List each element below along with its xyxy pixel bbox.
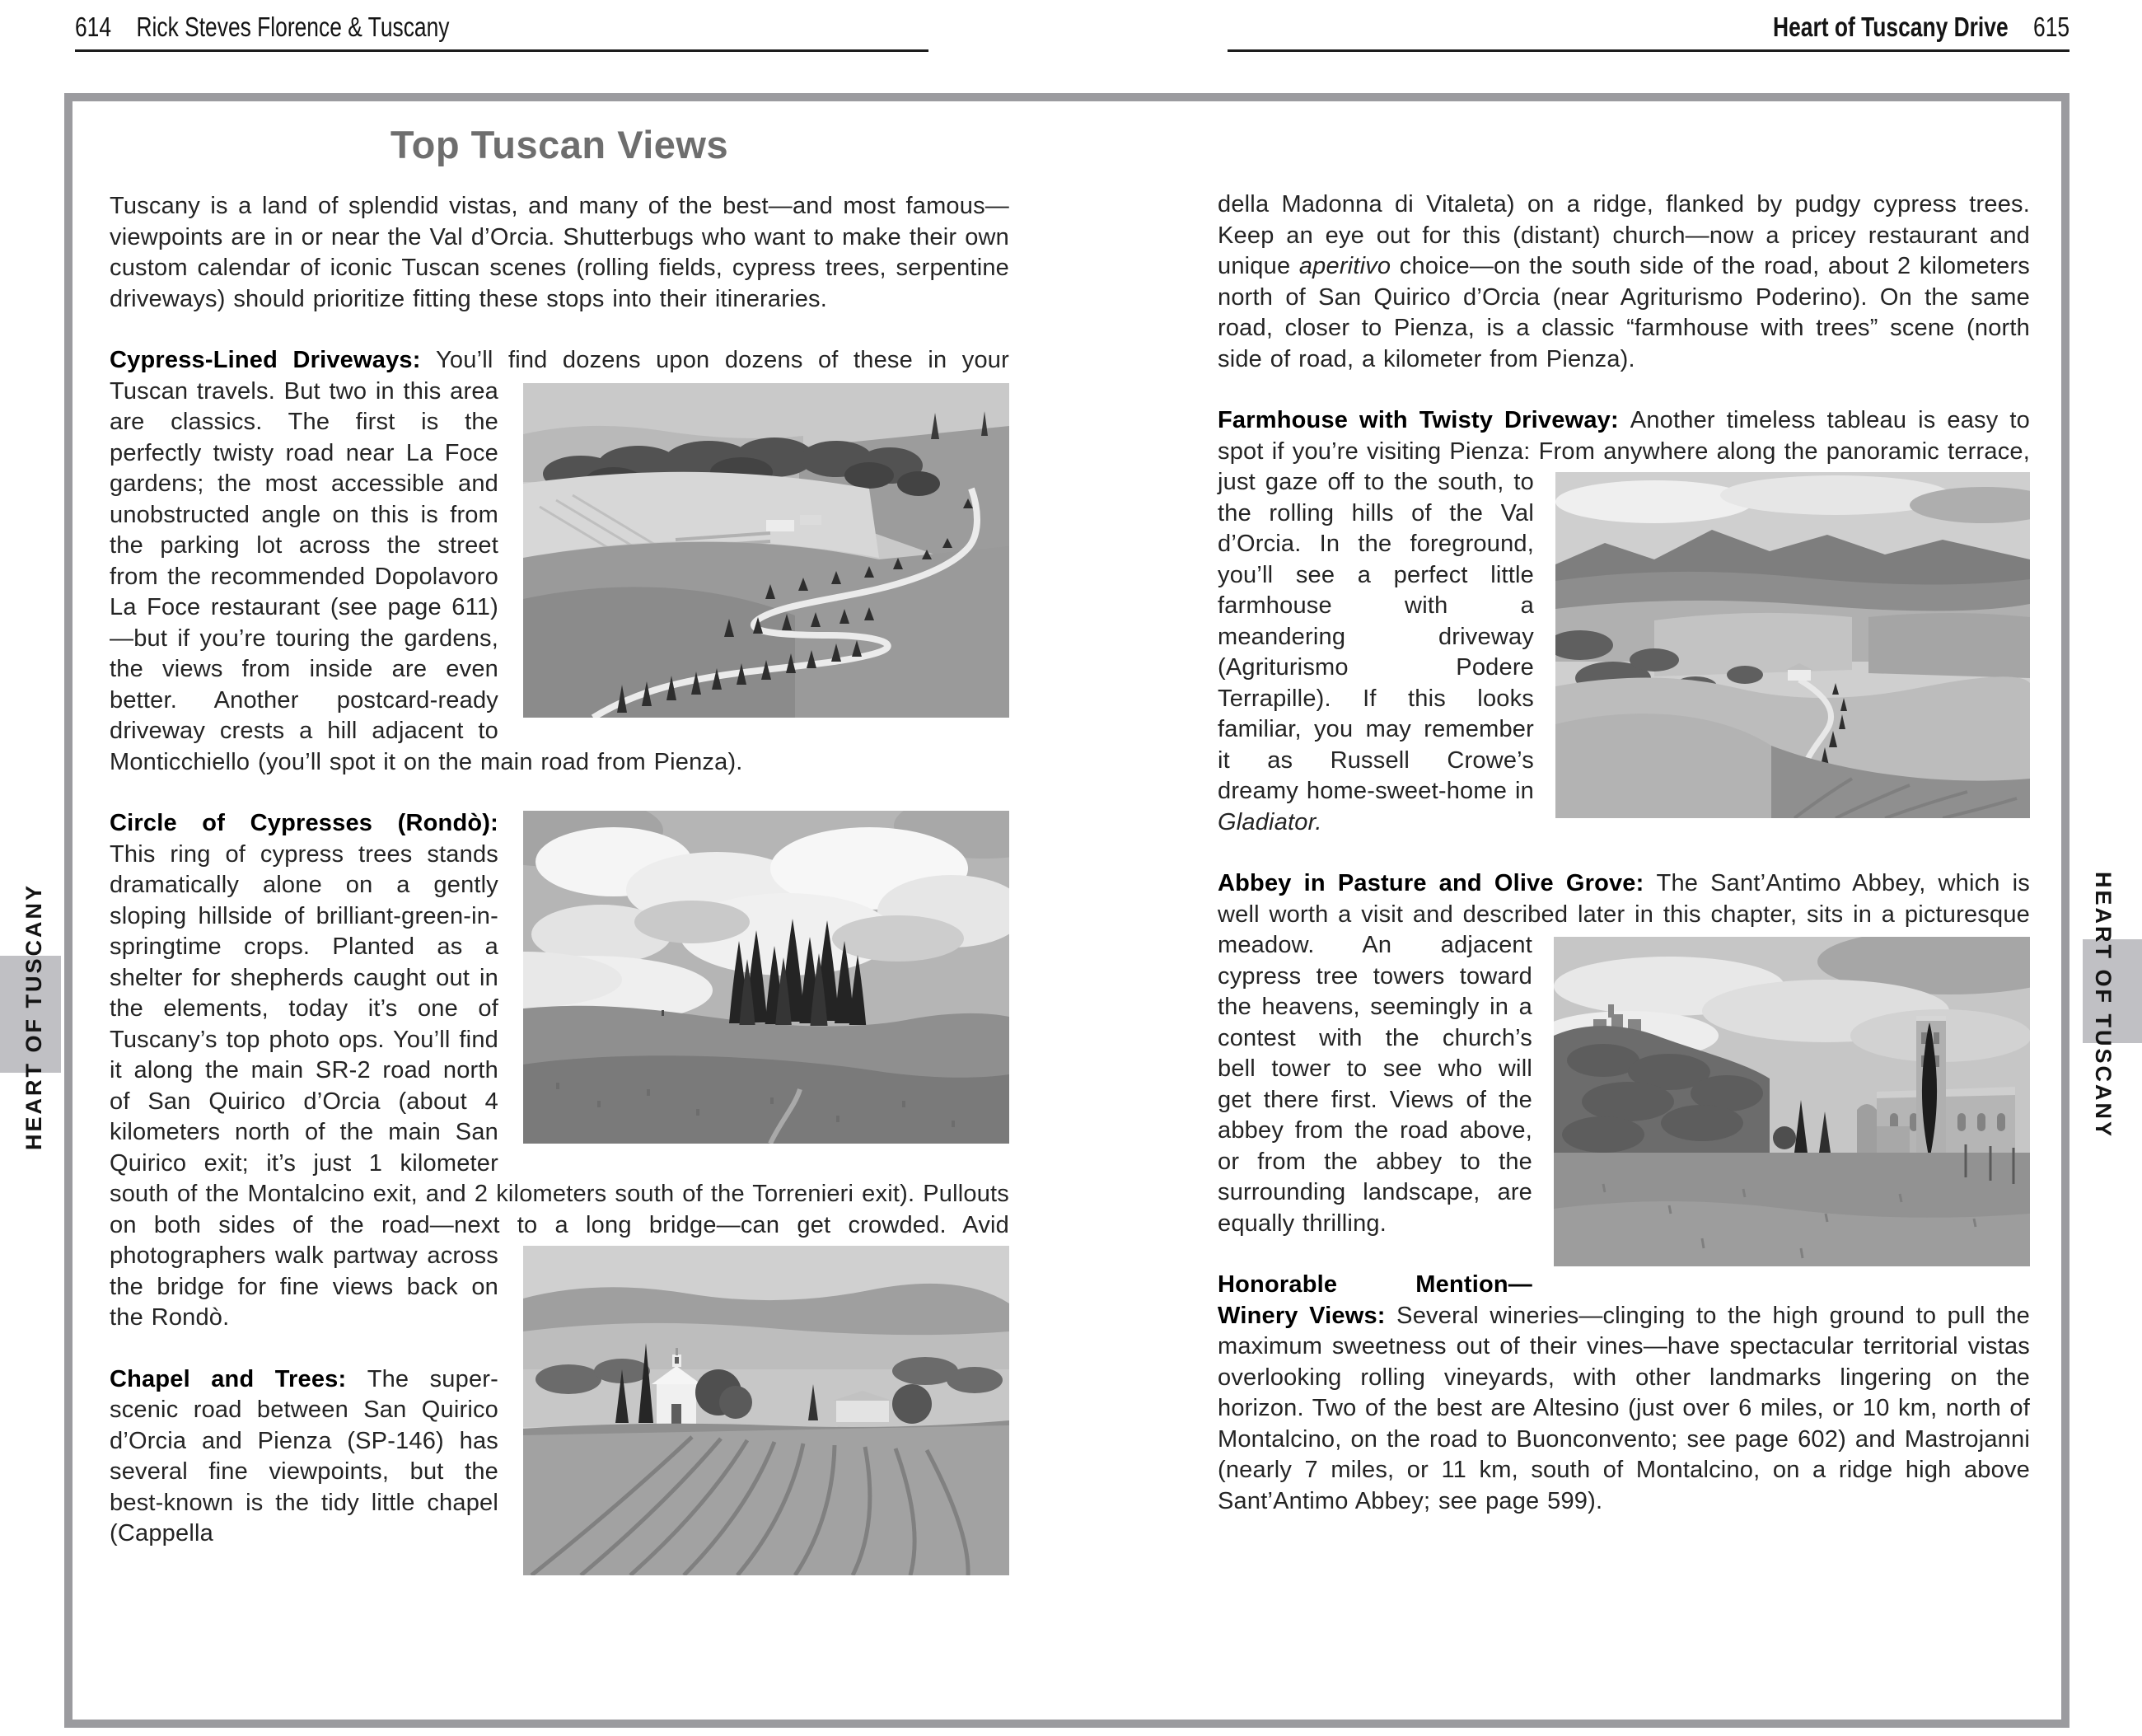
- section-body: This ring of cypress trees stands dramatically alone on a gently sloping hillside of brilliant-green-in-springtime crops. Planted as a shelter for shepherds caught out in the elements, today it’s one of Tuscany’s top photo ops. You’ll find it along the main SR-2 road north of San Quirico d’Orcia (about 4 kilometers north of the main San Quirico exit; it’s just 1 kilometer south of the Montalcino exit, and 2 kilometers south of the Torrenieri exit). Pullouts on both sides of the road—next to a: [110, 840, 1009, 1238]
- section-head-abbey: Abbey in Pasture and Olive Grove:: [1218, 870, 1657, 896]
- paragraph-cypress-driveways: [110, 345, 1009, 778]
- photo-farmhouse-twisty-driveway: [1555, 472, 2030, 818]
- sidebar-label-right: HEART OF TUSCANY: [2091, 872, 2116, 1139]
- book-title: Rick Steves Florence & Tuscany: [136, 12, 450, 42]
- section-body: in a picturesque meadow. An adjacent cypress tree towers toward the heavens, seemingly in a contest with the church’s bell tower to see who will get there first. Views of the abbey from the road above, or from the abbey to the surrounding landscape, are equally thrilling.: [1218, 901, 2030, 1237]
- section-body: della Madonna di Vitaleta) on a ridge, flanked by pudgy cypress trees. Keep an eye out for this (distant) church—now a pricey restaurant and unique: [1218, 191, 2030, 279]
- intro-paragraph: Tuscany is a land of splendid vistas, and many of the best—and most famous—viewpoints are in or near the Val d’Orcia. Shutterbugs who want to make their own custom calendar of iconic Tuscan scenes (rolling fields, cypress trees, serpentine driveways) should prioritize fitting these stops into their itineraries.: [110, 193, 1009, 312]
- paragraph-chapel-continuation: [1218, 190, 2030, 375]
- italic-gladiator: Gladiator.: [1218, 808, 1322, 835]
- paragraph-circle-of-cypresses: [110, 808, 1009, 1334]
- paragraph-winery: [1218, 1270, 2030, 1517]
- photo-chapel-and-trees: [523, 1246, 1009, 1575]
- column-left: [110, 191, 1009, 1597]
- section-lead: You’ll find dozens upon dozens of: [436, 347, 854, 373]
- photo-santantimo-abbey: [1554, 937, 2030, 1266]
- page-number-left: 614: [75, 12, 112, 42]
- section-head-winery: Honorable Mention—Winery Views:: [1218, 1271, 1532, 1329]
- photo-cypress-lined-driveway: [523, 383, 1009, 718]
- header-rule-left: [75, 49, 928, 52]
- section-lead: Another timeless tableau is easy to spot if you’re visiting Pienza: From anywhere along the: [1218, 407, 2030, 465]
- article-title: Top Tuscan Views: [390, 123, 729, 166]
- sidebar-label-left: HEART OF TUSCANY: [21, 883, 46, 1150]
- running-head-left: [75, 12, 543, 43]
- section-body: The super-scenic road between San Quirico d’Orcia and Pienza (SP-146) has several fine viewpoints, but the best-known is the tidy little chapel (Cappella: [110, 1365, 498, 1546]
- section-head-farmhouse: Farmhouse with Twisty Driveway:: [1218, 407, 1630, 433]
- header-rule-right: [1228, 49, 2070, 52]
- section-body: choice—on the south side of the road, about 2 kilometers north of San Quirico d’Orcia (near Agriturismo Poderino). On the same road, closer to Pienza, is a classic “farmhouse with trees” scene (north side of road, a kilometer from Pienza).: [1218, 253, 2031, 372]
- section-head-circle-of-cypresses: Circle of Cypresses (Rondò):: [110, 810, 498, 836]
- section-body: these in your Tuscan travels. But two in this area are classics. The first is the perfectly twisty road near La Foce gardens; the most accessible and unobstructed angle on this is from the parking lot across the street from the recommended Dopolavoro La Foce restaurant (see page 611)—but if you’re touring the gardens, the views from inside are even better. Another postcard-ready driveway crests a hill adjacent to Monticchiello (you’ll spot it on the main road from Pienza).: [110, 347, 1009, 775]
- section-head-cypress-driveways: Cypress-Lined Driveways:: [110, 347, 437, 373]
- section-body: long bridge—can get crowded. Avid photographers walk partway across the bridge for fine views back on the Rondò.: [110, 1211, 1009, 1331]
- section-lead: The Sant’Antimo Abbey, which is well worth a visit and described later in this chapter, sits: [1218, 870, 2030, 928]
- italic-aperitivo: aperitivo: [1298, 253, 1391, 279]
- photo-circle-of-cypresses: [523, 811, 1009, 1144]
- column-right: [1218, 190, 2030, 1547]
- paragraph-abbey: [1218, 868, 2030, 1239]
- chapter-title: Heart of Tuscany Drive: [1772, 12, 2009, 42]
- page-number-right: 615: [2032, 12, 2070, 42]
- section-body: panoramic terrace, just gaze off to the south, to the rolling hills of the Val d’Orcia. In the foreground, you’ll see a perfect little farmhouse with a meandering driveway (Agriturismo Podere Terrapille). If this looks familiar, you may remember it as Russell Crowe’s dreamy home-sweet-home in: [1218, 438, 2030, 804]
- running-head-right: [1699, 12, 2070, 43]
- section-head-chapel-and-trees: Chapel and Trees:: [110, 1365, 367, 1392]
- paragraph-farmhouse: [1218, 405, 2030, 838]
- section-body: Several wineries—clinging to the high ground to pull the maximum sweetness out of their vines—have spectacular territorial vistas overlooking rolling vineyards, with other landmarks lingering on the horizon. Two of the best are Altesino (just over 6 miles, or 10 km, north of Montalcino, on the road to Buonconvento; see page 602) and Mastrojanni (nearly 7 miles, or 11 km, south of Montalcino, on a ridge high above Sant’Antimo Abbey; see page 599).: [1218, 1302, 2031, 1514]
